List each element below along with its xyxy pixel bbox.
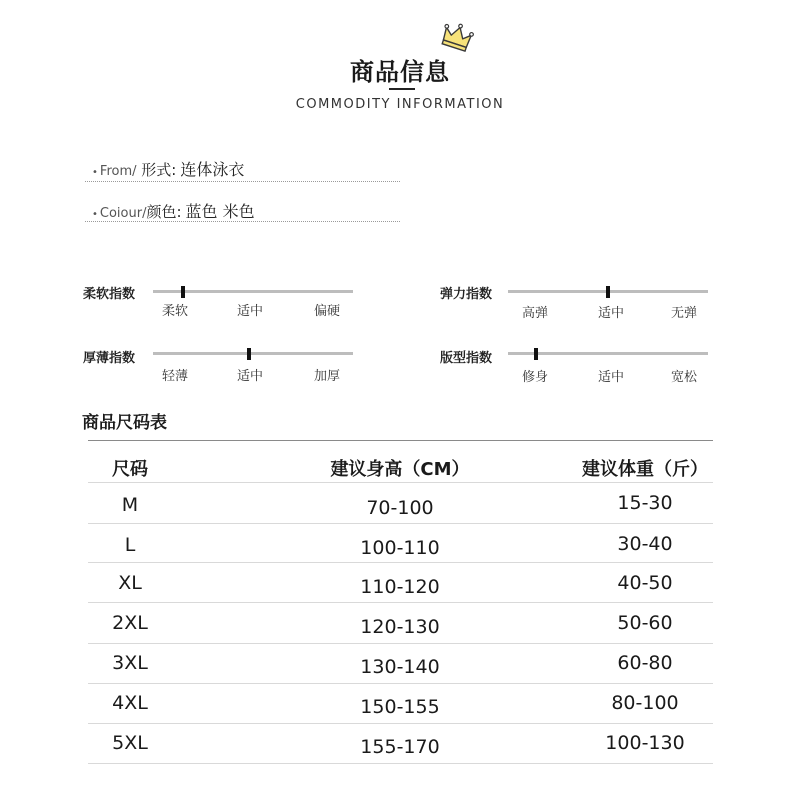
- scale-label: 适中: [597, 370, 625, 385]
- cell-height: 150-155: [360, 696, 440, 718]
- cell-size: 2XL: [112, 612, 148, 634]
- scale-label: 轻薄: [161, 369, 189, 384]
- table-rule: [88, 562, 713, 563]
- info-form: [92, 157, 244, 180]
- cell-size: 3XL: [112, 652, 148, 674]
- bullet-icon: •: [92, 209, 98, 220]
- cell-weight: 60-80: [617, 652, 673, 674]
- index-track: [508, 352, 708, 355]
- cell-weight: 40-50: [617, 572, 673, 594]
- cell-size: L: [124, 534, 136, 556]
- bullet-icon: •: [92, 167, 98, 178]
- scale-label: 偏硬: [313, 304, 341, 319]
- info-colour: [92, 199, 255, 222]
- divider: [85, 181, 400, 182]
- scale-label: 宽松: [670, 370, 698, 385]
- cell-size: M: [121, 494, 139, 516]
- size-chart-title: 商品尺码表: [82, 413, 167, 433]
- cell-weight: 80-100: [611, 692, 679, 714]
- scale-label: 加厚: [313, 369, 341, 384]
- index-marker: [181, 286, 185, 298]
- cell-height: 100-110: [360, 537, 440, 559]
- info-colour-en: Coiour/: [99, 206, 147, 221]
- index-label: 厚薄指数: [83, 351, 136, 366]
- table-rule: [88, 523, 713, 524]
- cell-height: 155-170: [360, 736, 440, 758]
- index-label: 弹力指数: [440, 287, 493, 302]
- index-marker: [534, 348, 538, 360]
- cell-weight: 30-40: [617, 533, 673, 555]
- index-label: 柔软指数: [83, 287, 136, 302]
- info-colour-value: 蓝色 米色: [185, 202, 255, 221]
- index-marker: [606, 286, 610, 298]
- cell-height: 70-100: [366, 497, 434, 519]
- scale-label: 适中: [236, 369, 264, 384]
- info-colour-label: 颜色:: [146, 203, 182, 221]
- scale-label: 高弹: [521, 306, 549, 321]
- cell-height: 130-140: [360, 656, 440, 678]
- crown-icon: [440, 20, 474, 54]
- cell-height: 110-120: [360, 576, 440, 598]
- header-weight: 建议体重（斤）: [582, 459, 708, 480]
- info-form-value: 连体泳衣: [180, 160, 245, 179]
- divider: [85, 221, 400, 222]
- info-form-label: 形式:: [141, 161, 177, 179]
- cell-height: 120-130: [360, 616, 440, 638]
- scale-label: 适中: [236, 304, 264, 319]
- cell-size: 5XL: [112, 732, 148, 754]
- scale-label: 适中: [597, 306, 625, 321]
- index-track: [153, 352, 353, 355]
- header-height: 建议身高（CM）: [330, 459, 470, 480]
- index-marker: [247, 348, 251, 360]
- table-rule: [88, 683, 713, 684]
- page-subtitle: COMMODITY INFORMATION: [295, 97, 505, 112]
- cell-weight: 100-130: [605, 732, 685, 754]
- scale-label: 无弹: [670, 306, 698, 321]
- page-title: 商品信息: [350, 58, 450, 86]
- table-rule: [88, 763, 713, 764]
- header-size: 尺码: [112, 459, 148, 480]
- cell-weight: 15-30: [617, 492, 673, 514]
- scale-label: 修身: [521, 370, 549, 385]
- table-rule: [88, 723, 713, 724]
- cell-weight: 50-60: [617, 612, 673, 634]
- title-underline: [389, 88, 415, 90]
- info-form-en: From/: [99, 164, 137, 179]
- table-top-border: [88, 440, 713, 441]
- index-label: 版型指数: [440, 351, 493, 366]
- cell-size: XL: [118, 572, 142, 594]
- table-rule: [88, 643, 713, 644]
- table-rule: [88, 482, 713, 483]
- table-rule: [88, 602, 713, 603]
- cell-size: 4XL: [112, 692, 148, 714]
- scale-label: 柔软: [161, 304, 189, 319]
